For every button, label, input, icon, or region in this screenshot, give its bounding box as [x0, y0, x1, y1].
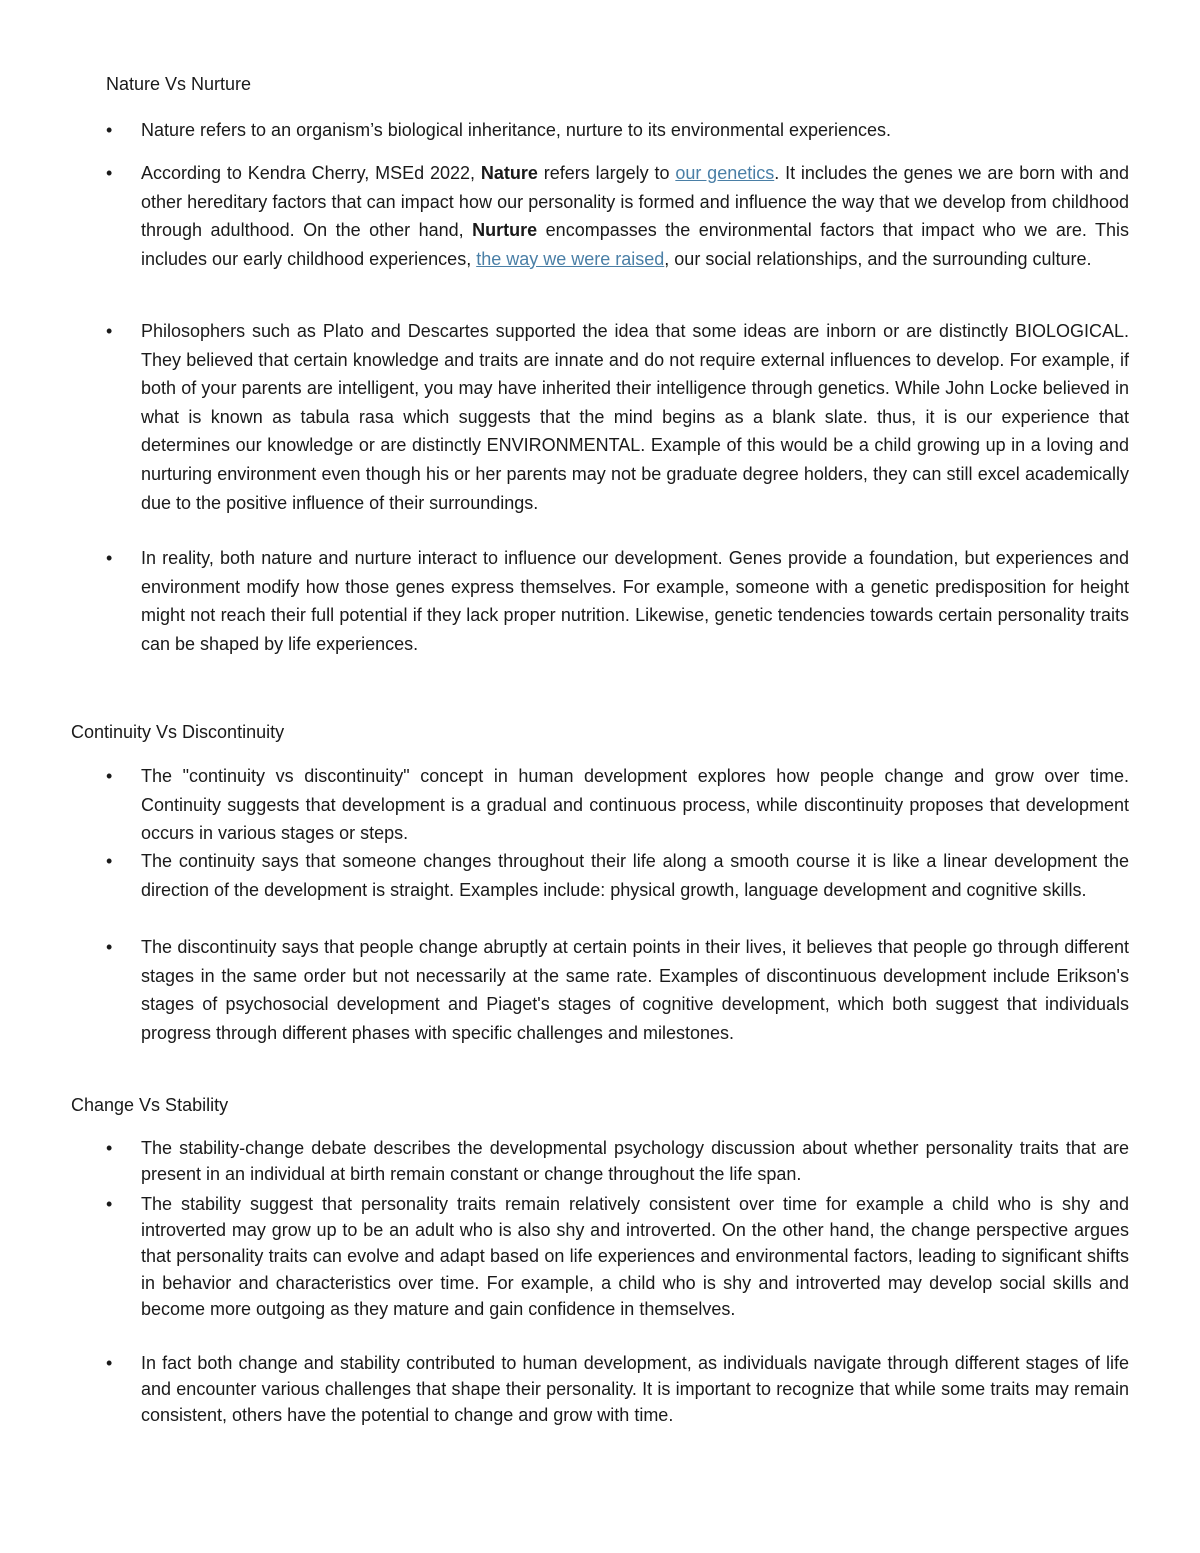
list-item: • The "continuity vs discontinuity" concept in human development explores how people change and grow over time. Continuity suggests that development is a gradual and continuous process, while discontinuity proposes that development occurs in various stages or steps. [141, 762, 1129, 848]
way-we-were-raised-link[interactable]: the way we were raised [476, 248, 665, 269]
list-item: • Nature refers to an organism’s biological inheritance, nurture to its environmental experiences. [141, 116, 1129, 145]
text-run: refers largely to [537, 163, 676, 183]
list-item [141, 159, 1129, 273]
nurture-term: Nurture [472, 220, 538, 241]
list-item: • The discontinuity says that people change abruptly at certain points in their lives, it believes that people go through different stages in the same order but not necessarily at the same rate. Examples of discontinuous development include Erikson's stages of psychosocial development and Piaget's stages of cognitive development, which both suggest that individuals progress through different phases with specific challenges and milestones. [141, 933, 1129, 1047]
list-item: • Philosophers such as Plato and Descartes supported the idea that some ideas are inborn or are distinctly BIOLOGICAL. They believed that certain knowledge and traits are innate and do not require external influences to develop. For example, if both of your parents are intelligent, you may have inherited their intelligence through genetics. While John Locke believed in what is known as tabula rasa which suggests that the mind begins as a blank slate. thus, it is our experience that determines our knowledge or are distinctly ENVIRONMENTAL. Example of this would be a child growing up in a loving and nurturing environment even though his or her parents may not be graduate degree holders, they can still excel academically due to the positive influence of their surroundings. [141, 317, 1129, 517]
section-title-nature-vs-nurture: Nature Vs Nurture [106, 74, 252, 94]
text-run: encompasses the environmental factors that impact who we are. This includes our early childhood experiences, [141, 220, 1129, 269]
section-title-change-vs-stability: Change Vs Stability [71, 1095, 229, 1115]
nature-term: Nature [480, 163, 538, 183]
list-item: • The stability-change debate describes the developmental psychology discussion about whether personality traits that are present in an individual at birth remain constant or change throughout the life span. [141, 1135, 1129, 1187]
text-run: According to Kendra Cherry, MSEd 2022, [141, 163, 481, 183]
text-run: , our social relationships, and the surrounding culture. [664, 248, 1092, 269]
text-run: . It includes the genes we are born with and other hereditary factors that can impact how our personality is formed and influence the way that we develop from childhood through adulthood. On the other hand, [141, 163, 1130, 241]
our-genetics-link[interactable]: our genetics [675, 163, 775, 183]
section-title-continuity-vs-discontinuity: Continuity Vs Discontinuity [71, 722, 285, 742]
list-item: • In reality, both nature and nurture interact to influence our development. Genes provide a foundation, but experiences and environment modify how those genes express themselves. For example, someone with a genetic predisposition for height might not reach their full potential if they lack proper nutrition. Likewise, genetic tendencies towards certain personality traits can be shaped by life experiences. [141, 544, 1129, 658]
list-item: • In fact both change and stability contributed to human development, as individuals navigate through different stages of life and encounter various challenges that shape their personality. It is important to recognize that while some traits may remain consistent, others have the potential to change and grow with time. [141, 1350, 1129, 1429]
list-item: • The continuity says that someone changes throughout their life along a smooth course it is like a linear development the direction of the development is straight. Examples include: physical growth, language development and cognitive skills. [141, 847, 1129, 904]
list-item: • The stability suggest that personality traits remain relatively consistent over time for example a child who is shy and introverted may grow up to be an adult who is also shy and introverted. On the other hand, the change perspective argues that personality traits can evolve and adapt based on life experiences and environmental factors, leading to significant shifts in behavior and characteristics over time. For example, a child who is shy and introverted may develop social skills and become more outgoing as they mature and gain confidence in themselves. [141, 1191, 1129, 1322]
